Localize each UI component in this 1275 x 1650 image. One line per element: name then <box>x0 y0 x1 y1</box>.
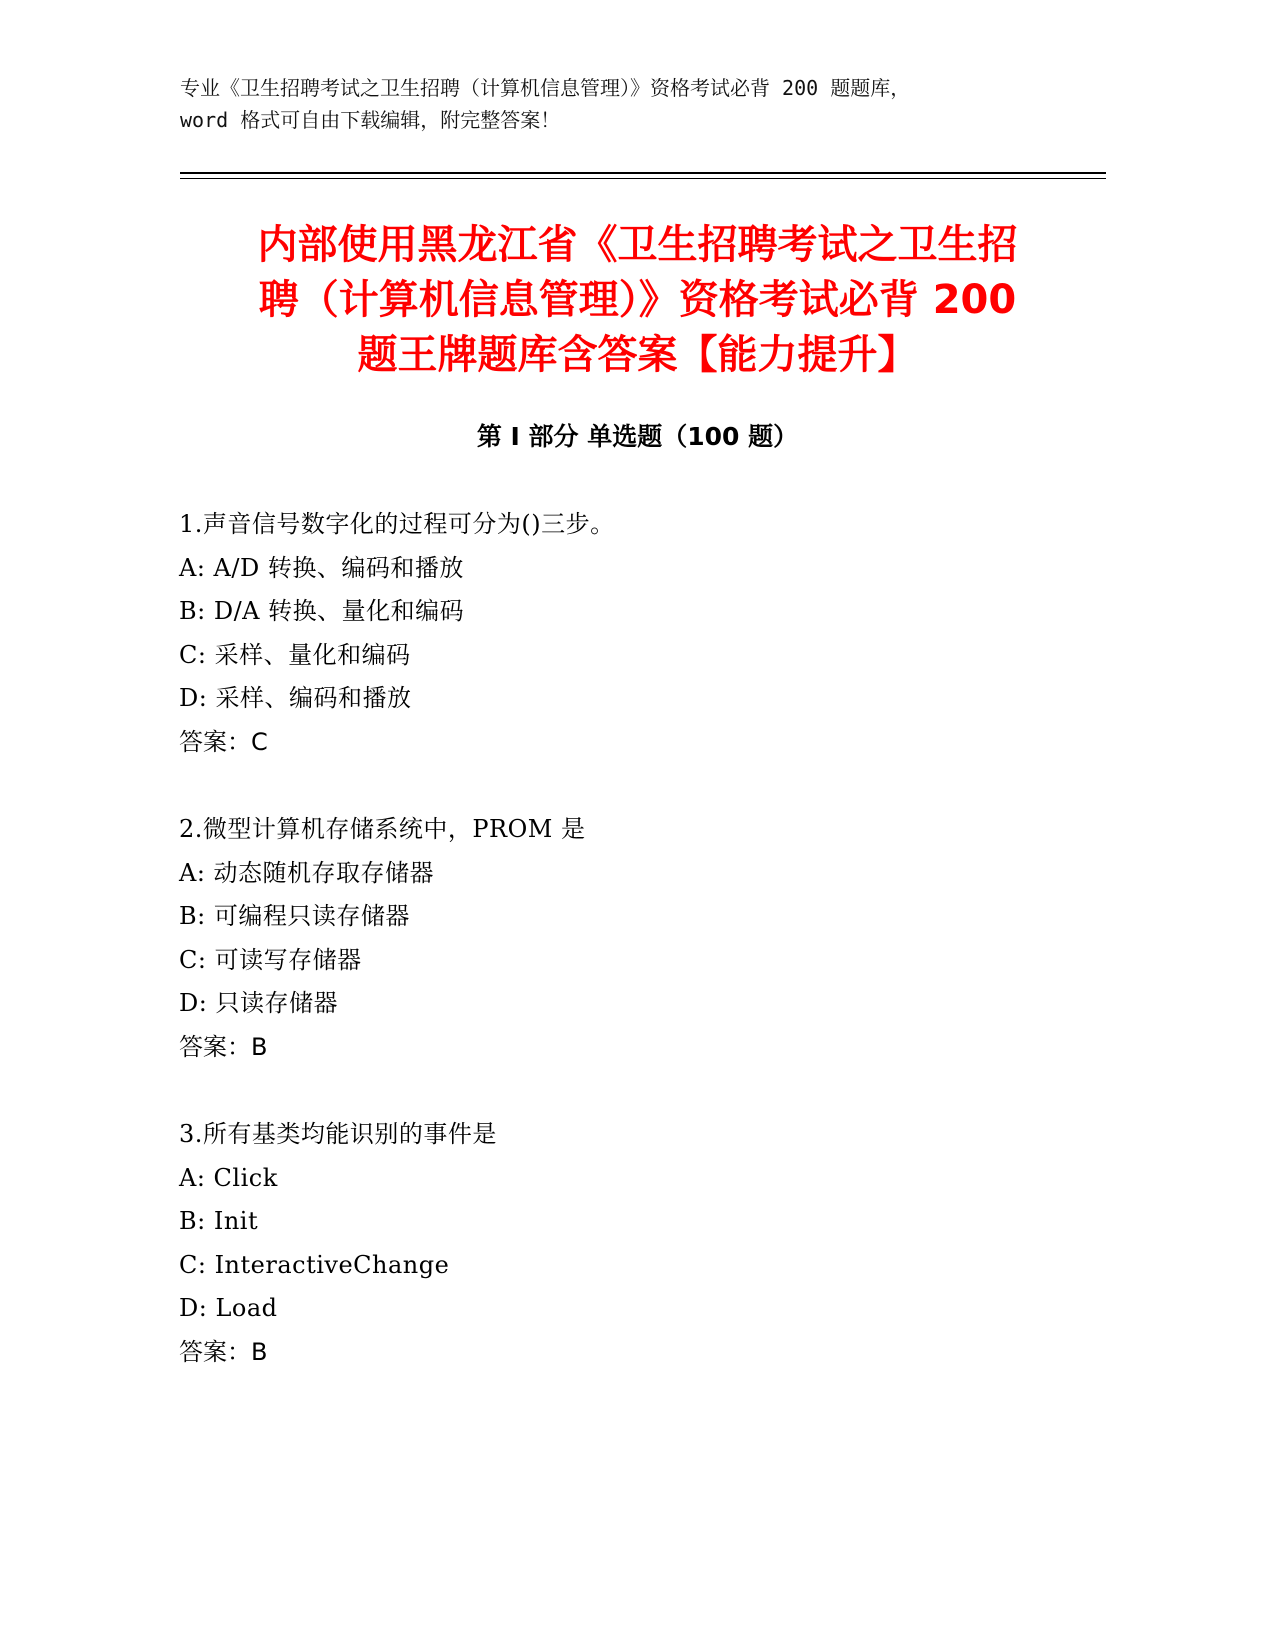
question-stem: 3.所有基类均能识别的事件是 <box>179 1120 497 1148</box>
option-d: D: 采样、编码和播放 <box>179 684 412 713</box>
answer-line: 答案：B <box>179 1337 268 1366</box>
option-a: A: Click <box>179 1163 278 1192</box>
question-1 <box>179 503 1079 765</box>
option-d: D: 只读存储器 <box>179 989 338 1018</box>
option-c: C: InteractiveChange <box>179 1250 450 1279</box>
header-divider-thin <box>180 178 1106 179</box>
header-divider-thick <box>180 172 1106 174</box>
option-a: A: 动态随机存取存储器 <box>179 858 435 887</box>
option-b: B: D/A 转换、量化和编码 <box>179 597 465 626</box>
option-a: A: A/D 转换、编码和播放 <box>179 553 464 582</box>
header-line-2: word 格式可自由下载编辑，附完整答案！ <box>180 108 561 132</box>
option-b: B: Init <box>179 1207 259 1236</box>
option-b: B: 可编程只读存储器 <box>179 902 410 931</box>
title-line-2: 聘（计算机信息管理）》资格考试必背 200 <box>258 277 1017 323</box>
question-2 <box>179 808 1079 1070</box>
title-line-1: 内部使用黑龙江省《卫生招聘考试之卫生招 <box>257 222 1018 268</box>
option-c: C: 可读写存储器 <box>179 945 362 974</box>
question-stem: 2.微型计算机存储系统中，PROM 是 <box>179 815 586 843</box>
section-heading: 第 I 部分 单选题（100 题） <box>476 422 799 451</box>
header-line-1: 专业《卫生招聘考试之卫生招聘（计算机信息管理）》资格考试必背 200 题题库， <box>180 76 911 100</box>
answer-line: 答案：C <box>179 727 268 756</box>
document-title <box>160 218 1115 383</box>
answer-line: 答案：B <box>179 1032 268 1061</box>
question-3 <box>179 1113 1079 1375</box>
question-stem: 1.声音信号数字化的过程可分为()三步。 <box>179 510 615 538</box>
option-c: C: 采样、量化和编码 <box>179 640 411 669</box>
header-note <box>180 72 1100 136</box>
option-d: D: Load <box>179 1294 278 1323</box>
title-line-3: 题王牌题库含答案【能力提升】 <box>357 332 918 378</box>
